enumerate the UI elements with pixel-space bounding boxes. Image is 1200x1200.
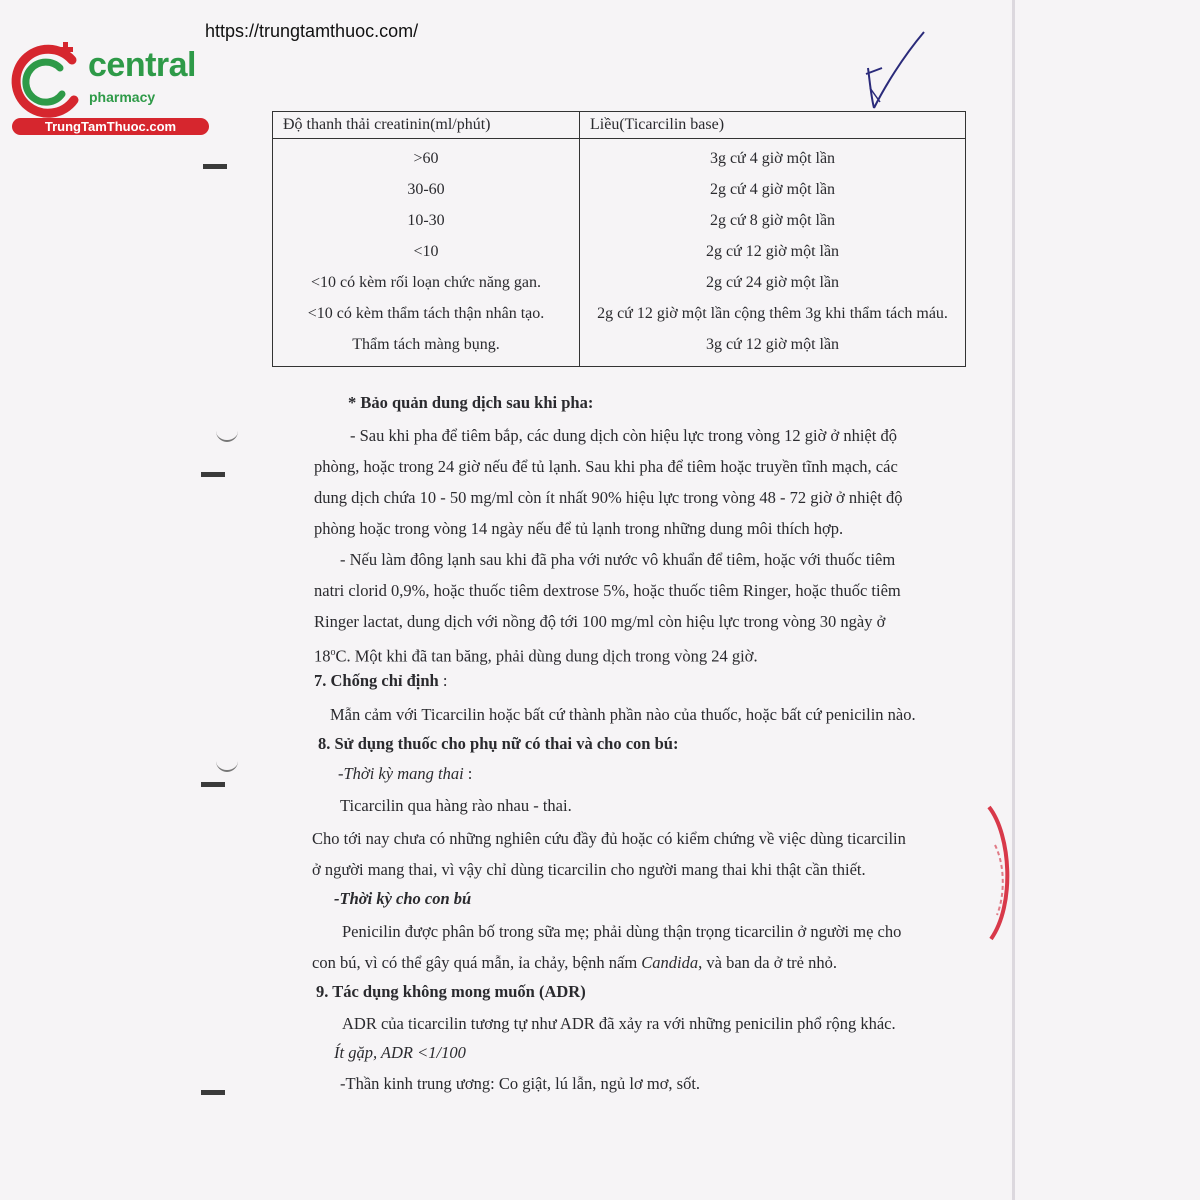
paragraph-line: Ticarcilin qua hàng rào nhau - thai.: [340, 796, 572, 815]
table-cell: 30-60: [407, 181, 445, 198]
pregnancy-label: [338, 764, 472, 784]
table-cell: <10 có kèm thẩm tách thận nhân tạo.: [307, 305, 545, 322]
table-cell: Thẩm tách màng bụng.: [352, 336, 500, 353]
adr-frequency: Ít gặp, ADR <1/100: [334, 1043, 466, 1062]
creatinine-column: [273, 139, 580, 367]
page-edge: [1012, 0, 1015, 1200]
storage-heading: * Bảo quản dung dịch sau khi pha:: [348, 393, 594, 412]
paragraph-line: ADR của ticarcilin tương tự như ADR đã xảy ra với những penicilin phổ rộng khác.: [342, 1014, 896, 1033]
table-cell: <10 có kèm rối loạn chức năng gan.: [310, 274, 542, 291]
margin-mark: [201, 782, 225, 787]
header-dose: Liều(Ticarcilin base): [580, 112, 966, 139]
table-cell: 2g cứ 4 giờ một lần: [709, 181, 836, 198]
logo-name: central: [88, 46, 196, 84]
table-cell: 2g cứ 24 giờ một lần: [705, 274, 840, 291]
paragraph-line: Cho tới nay chưa có những nghiên cứu đầy đủ hoặc có kiểm chứng về việc dùng ticarcilin: [312, 829, 906, 848]
table-cell: 2g cứ 8 giờ một lần: [709, 212, 836, 229]
temperature-value: 18: [314, 646, 331, 666]
margin-mark: [201, 472, 225, 477]
punch-hole: [216, 754, 238, 772]
red-stamp-icon: [985, 805, 1015, 945]
logo-band: TrungTamThuoc.com: [12, 118, 209, 135]
paragraph-line: - Nếu làm đông lạnh sau khi đã pha với nước vô khuẩn để tiêm, hoặc với thuốc tiêm: [340, 550, 896, 569]
degree-superscript: o: [330, 647, 336, 658]
table-cell: 10-30: [407, 212, 445, 229]
section-7-title: 7. Chống chỉ định: [314, 671, 439, 690]
section-9-heading: 9. Tác dụng không mong muốn (ADR): [316, 982, 586, 1001]
source-url[interactable]: https://trungtamthuoc.com/: [205, 21, 419, 41]
dose-column: [580, 139, 966, 367]
table-cell: <10: [413, 243, 439, 260]
logo-subtitle: pharmacy: [89, 89, 156, 105]
paragraph-line: ở người mang thai, vì vậy chỉ dùng ticarcilin cho người mang thai khi thật cần thiết.: [312, 860, 866, 879]
table-cell: 2g cứ 12 giờ một lần: [705, 243, 840, 260]
pregnancy-title: -Thời kỳ mang thai: [338, 764, 464, 783]
paragraph-line: - Sau khi pha để tiêm bắp, các dung dịch còn hiệu lực trong vòng 12 giờ ở nhiệt độ: [350, 426, 897, 445]
signature-mark-icon: [862, 28, 932, 110]
paragraph-line: natri clorid 0,9%, hoặc thuốc tiêm dextrose 5%, hoặc thuốc tiêm Ringer, hoặc thuốc tiêm: [314, 581, 901, 600]
nursing-label: -Thời kỳ cho con bú: [334, 889, 472, 908]
paragraph-line: dung dịch chứa 10 - 50 mg/ml còn ít nhất 90% hiệu lực trong vòng 48 - 72 giờ ở nhiệt độ: [314, 488, 903, 507]
table-cell: >60: [413, 150, 439, 167]
margin-mark: [203, 164, 227, 169]
punch-hole: [216, 424, 238, 442]
table-cell: 3g cứ 4 giờ một lần: [709, 150, 836, 167]
paragraph-line: phòng, hoặc trong 24 giờ nếu để tủ lạnh. Sau khi pha để tiêm hoặc truyền tĩnh mạch, các: [314, 457, 898, 476]
table-cell: 3g cứ 12 giờ một lần: [705, 336, 840, 353]
pregnancy-colon: :: [463, 764, 473, 783]
header-creatinine: Độ thanh thải creatinin(ml/phút): [273, 112, 580, 139]
paragraph-line: Ringer lactat, dung dịch với nồng độ tới 100 mg/ml còn hiệu lực trong vòng 30 ngày ở: [314, 612, 886, 631]
text-span: con bú, vì có thể gây quá mẫn, ỉa chảy, bệnh nấm: [312, 953, 642, 972]
paragraph-line: Mẫn cảm với Ticarcilin hoặc bất cứ thành phần nào của thuốc, hoặc bất cứ penicilin nào.: [330, 705, 916, 724]
dose-table: [272, 111, 966, 367]
paragraph-line: [314, 643, 758, 667]
candida-term: Candida: [641, 953, 699, 972]
paragraph-line: -Thần kinh trung ương: Co giật, lú lẫn, ngủ lơ mơ, sốt.: [340, 1074, 701, 1093]
section-8-heading: 8. Sử dụng thuốc cho phụ nữ có thai và cho con bú:: [318, 734, 679, 753]
margin-mark: [201, 1090, 225, 1095]
paragraph-line: Penicilin được phân bố trong sữa mẹ; phải dùng thận trọng ticarcilin ở người mẹ cho: [342, 922, 902, 941]
paragraph-line: phòng hoặc trong vòng 14 ngày nếu để tủ lạnh trong những dung môi thích hợp.: [314, 519, 844, 538]
table-cell: 2g cứ 12 giờ một lần cộng thêm 3g khi thẩm tách máu.: [597, 305, 948, 322]
paragraph-line: [312, 953, 837, 973]
temperature-text: C. Một khi đã tan băng, phải dùng dung dịch trong vòng 24 giờ.: [335, 646, 758, 666]
text-span: , và ban da ở trẻ nhỏ.: [698, 953, 837, 972]
section-7-colon: :: [438, 671, 448, 690]
section-7-heading: [314, 671, 447, 691]
